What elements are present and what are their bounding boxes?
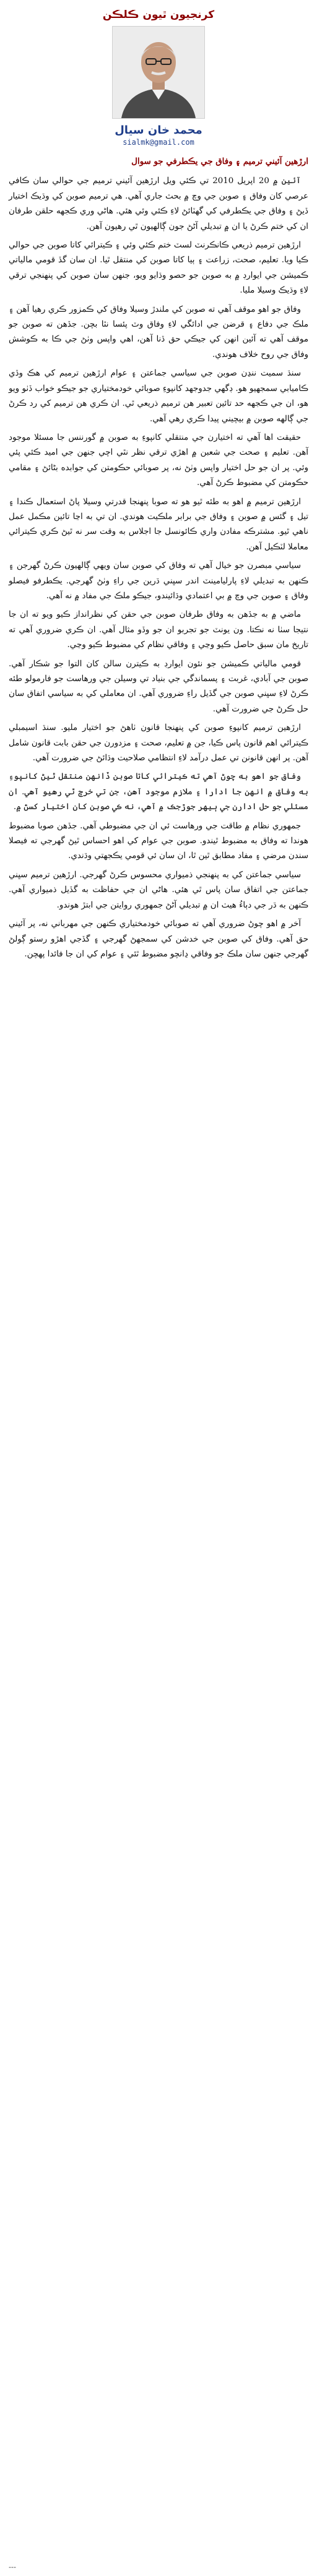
page-footnote: --- (9, 2563, 16, 2571)
article-paragraph: قومي مالياتي ڪميشن جو نئون ايوارڊ به ڪيترن سالن کان التوا جو شڪار آهي. صوبن جي آبادي، غربت ۽ پسماندگي جي بنياد تي وسيلن جي ورهاست جو فارمولو طئه ڪرڻ لاءِ سڀني صوبن جي گڏيل راءِ ضروري آهي. ان معاملي کي به سياسي اتفاق سان حل ڪرڻ جي ضرورت آهي. (9, 659, 308, 714)
byline (9, 26, 308, 147)
author-portrait-icon (113, 27, 204, 118)
author-email[interactable]: sialmk@gmail.com (123, 138, 194, 147)
article-paragraph: جمهوري نظام ۾ طاقت جي ورهاست ئي ان جي مضبوطي آهي. جڏهن صوبا مضبوط هوندا ته وفاق به مضبوط ٿيندو. صوبن جي عوام کي اهو احساس ٿيڻ گهرجي ته فيصلا سندن مرضي ۽ مفاد مطابق ٿين ٿا، ان سان ئي قومي يڪجهتي وڌندي. (9, 821, 308, 861)
article-paragraph: ارڙهين ترميم ذريعي ڪانڪرنٽ لسٽ ختم ڪئي وئي ۽ ڪيترائي کاتا صوبن جي حوالي ڪيا ويا. تعليم، صحت، زراعت ۽ ٻيا کاتا صوبن کي منتقل ٿيا. ان سان گڏ قومي مالياتي ڪميشن جي ايوارڊ ۾ به صوبن جو حصو وڌايو ويو، جنهن سان صوبن کي پنهنجي ترقي لاءِ وڌيڪ وسيلا مليا. (9, 241, 308, 296)
article-paragraph: ارڙهين ترميم کانپوءِ صوبن کي پنهنجا قانون ٺاهڻ جو اختيار مليو. سنڌ اسيمبلي ڪيترائي اهم قانون پاس ڪيا، جن ۾ تعليم، صحت ۽ مزدورن جي حقن بابت قانون شامل آهن. پر انهن قانونن تي عمل درآمد لاءِ انتظامي صلاحيت وڌائڻ جي ضرورت آهي. (9, 723, 308, 763)
author-photo (112, 26, 205, 119)
article-paragraph: سنڌ سميت ننڍن صوبن جي سياسي جماعتن ۽ عوام ارڙهين ترميم کي هڪ وڏي ڪاميابي سمجهيو هو. ڊگهي جدوجهد کانپوءِ صوبائي خودمختياري جو جيڪو خواب ڏٺو ويو هو، ان جي ڪجهه حد تائين تعبير هن ترميم ذريعي ٿي. ان ڪري هن ترميم کي رد ڪرڻ جي ڳالهه صوبن ۾ بيچيني پيدا ڪري رهي آهي. (9, 369, 308, 424)
article-body (9, 154, 308, 962)
article-paragraph: سياسي جماعتن کي به پنهنجي ذميواري محسوس ڪرڻ گهرجي. ارڙهين ترميم سڀني جماعتن جي اتفاق سان پاس ٿي هئي. هاڻي ان جي حفاظت به گڏيل ذميواري آهي. ڪنهن به ڌر جي دٻاءُ هيٺ ان ۾ تبديلي آڻڻ جمهوري روايتن جي ابتڙ هوندو. (9, 870, 308, 910)
article-paragraph: وفاق جو اهو موقف آهي ته صوبن کي ملندڙ وسيلا وفاق کي ڪمزور ڪري رهيا آهن ۽ ملڪ جي دفاع ۽ قرضن جي ادائگي لاءِ وفاق وٽ پئسا نٿا بچن. جڏهن ته صوبن جو موقف آهي ته آئين انهن کي جيڪي حق ڏنا آهن، اهي واپس وٺڻ جي ڪا به ڪوشش وفاق جي روح خلاف هوندي. (9, 304, 308, 359)
article-paragraph: وفاق جو اهو به چوڻ آهي ته ڪيترائي کاتا صوبن ڏانهن منتقل ٿيڻ کانپوءِ به وفاق ۾ انهن جا ادارا ۽ ملازم موجود آهن، جن تي خرچ ٿي رهيو آهي. ان مسئلي جو حل ادارن جي ٻيهر جوڙجڪ ۾ آهي، نه ڪي صوبن کان اختيار کسڻ ۾. (9, 772, 308, 812)
article-paragraph: آخر ۾ اهو چوڻ ضروري آهي ته صوبائي خودمختياري ڪنهن جي مهرباني نه، پر آئيني حق آهي. وفاق کي صوبن جي خدشن کي سمجهڻ گهرجي ۽ گڏجي اهڙو رستو ڳولڻ گهرجي جنهن سان ملڪ جو وفاقي ڍانچو مضبوط ٿئي ۽ عوام کي ان جا فائدا پهچن. (9, 919, 308, 959)
column-title: کرنجيون ٿيون ڪلڪن (102, 9, 215, 21)
article-paragraph: حقيقت اها آهي ته اختيارن جي منتقلي کانپوءِ به صوبن ۾ گورننس جا مسئلا موجود آهن. تعليم ۽ صحت جي شعبن ۾ اهڙي ترقي نظر نٿي اچي جنهن جي اميد ڪئي پئي وئي. پر ان جو حل اختيار واپس وٺڻ نه، پر صوبائي حڪومتن کي جوابده بڻائڻ ۽ مقامي حڪومتن کي مضبوط ڪرڻ آهي. (9, 432, 308, 488)
author-name: محمد خان سيال (115, 124, 202, 137)
article-paragraph: سياسي مبصرن جو خيال آهي ته وفاق کي صوبن سان ويهي ڳالهيون ڪرڻ گهرجن ۽ ڪنهن به تبديلي لاءِ پارليامينٽ اندر سڀني ڌرين جي راءِ وٺڻ گهرجي. يڪطرفو فيصلو وفاق ۽ صوبن جي وچ ۾ بي اعتمادي وڌائيندو، جيڪو ملڪ جي مفاد ۾ نه آهي. (9, 561, 308, 601)
article-lead: ارڙهين آئيني ترميم ۽ وفاق جي يڪطرفي جو سوال (131, 157, 308, 166)
article-paragraph: ماضي ۾ به جڏهن به وفاق طرفان صوبن جي حقن کي نظرانداز ڪيو ويو ته ان جا نتيجا سٺا نه نڪتا. ون يونٽ جو تجربو ان جو وڏو مثال آهي. ان ڪري ضروري آهي ته تاريخ مان سبق حاصل ڪيو وڃي ۽ وفاقي نظام کي مضبوط ڪيو وڃي. (9, 610, 308, 650)
article-paragraph: ارڙهين ترميم ۾ اهو به طئه ٿيو هو ته صوبا پنهنجا قدرتي وسيلا پاڻ استعمال ڪندا ۽ تيل ۽ گئس ۾ صوبن ۽ وفاق جي برابر ملڪيت هوندي. ان تي به اڃا تائين مڪمل عمل ناهي ٿيو. مشترڪه مفادن واري ڪائونسل جا اجلاس به وقت سر نه ٿيڻ ڪري ڪيترائي معاملا لٽڪيل آهن. (9, 497, 308, 552)
article-paragraph: آئين ۾ 20 اپريل 2010 تي ڪئي ويل ارڙهين آئيني ترميم جي حوالي سان ڪافي عرصي کان وفاق ۽ صوبن جي وچ ۾ بحث جاري آهي. هي ترميم صوبن کي وڌيڪ اختيار ڏيڻ ۽ وفاق جي يڪطرفي کي گهٽائڻ لاءِ ڪئي وئي هئي. هاڻي وري ڪجهه حلقن طرفان ان کي ختم ڪرڻ يا ان ۾ تبديلي آڻڻ جون ڳالهيون ٿي رهيون آهن. (9, 176, 308, 231)
